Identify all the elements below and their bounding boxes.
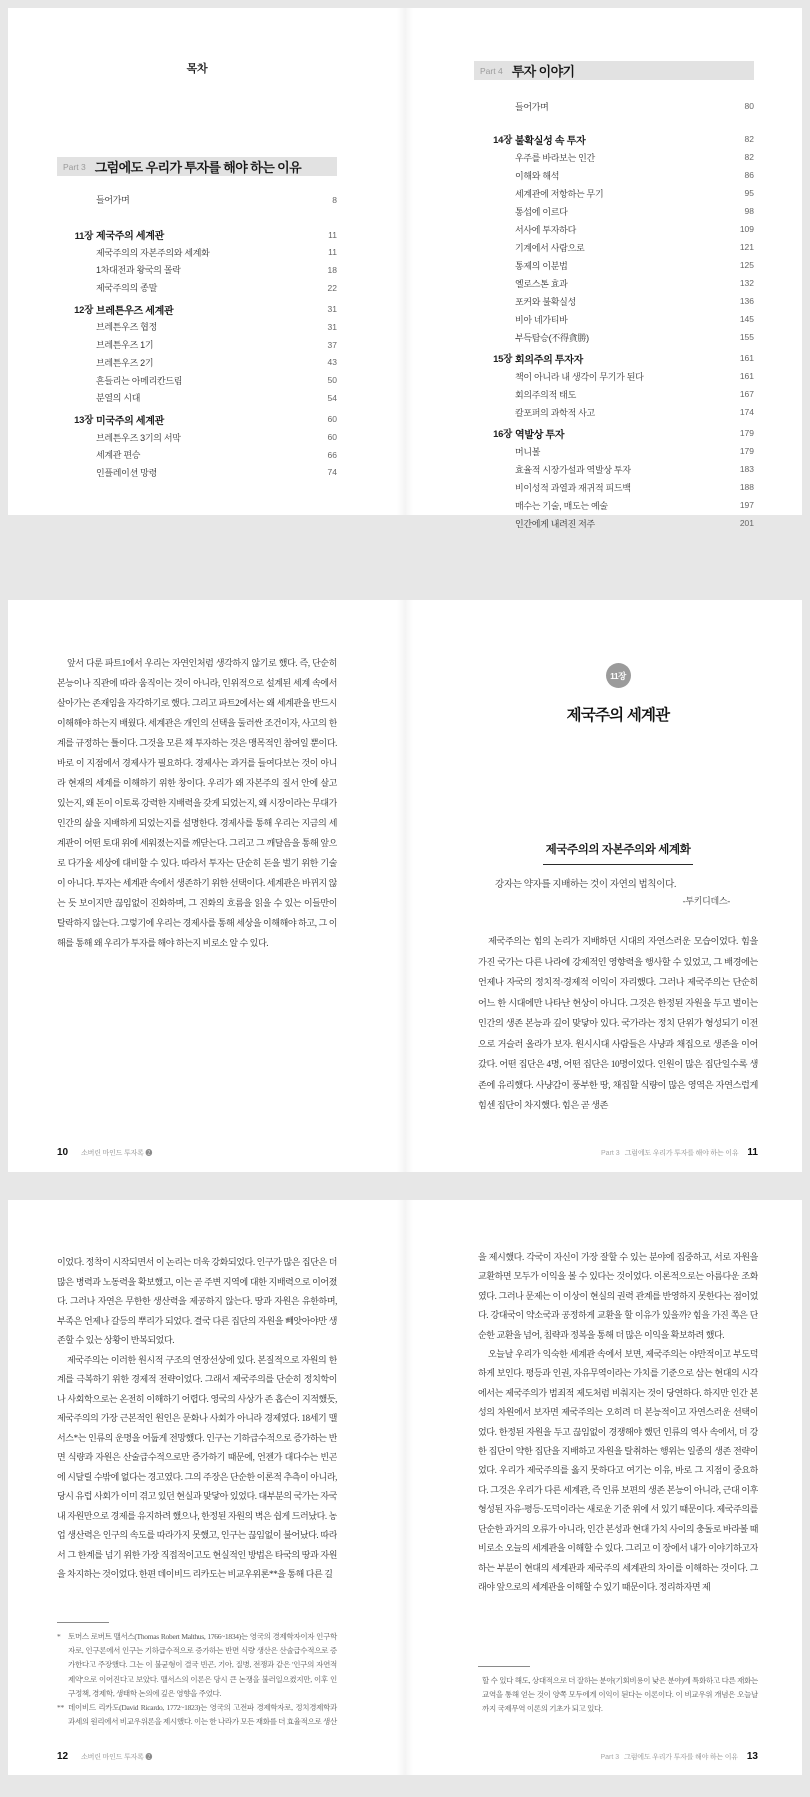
toc-entry (474, 97, 754, 115)
toc-entry (474, 256, 754, 274)
toc-entry-chapter-num: 16장 (493, 429, 512, 440)
toc-entry-page-number: 66 (327, 449, 337, 460)
toc-entry-label: 옐로스톤 효과 (515, 278, 568, 289)
toc-entry (474, 166, 754, 184)
toc-entry (474, 310, 754, 328)
footnote (482, 1674, 758, 1717)
toc-entry-page-number: 11 (328, 247, 337, 258)
epigraph-quote: 강자는 약자를 지배하는 것이 자연의 법칙이다. (495, 880, 677, 890)
toc-entry (474, 403, 754, 421)
toc-entry-label: 제국주의의 자본주의와 세계화 (96, 247, 210, 258)
page-10-footer (57, 1147, 152, 1158)
chapter-title: 제국주의 세계관 (566, 707, 670, 724)
toc-entry-page-number: 145 (739, 314, 754, 324)
footer-part-title: 그럼에도 우리가 투자를 해야 하는 이유 (624, 1150, 739, 1157)
toc-entry-page-number: 197 (739, 500, 754, 510)
chapter-number-badge: 11장 (606, 663, 631, 688)
page-11-body-text (478, 931, 758, 1121)
pages-12-13-spread (8, 1200, 802, 1775)
toc-entry-page-number: 179 (739, 446, 754, 456)
toc-list-part4 (474, 97, 754, 532)
toc-entry-label: 매수는 기술, 매도는 예술 (515, 500, 608, 511)
toc-entry-label: 미국주의 세계관 (96, 415, 164, 427)
toc-entry-label: 들어가며 (96, 195, 130, 206)
toc-entry-label: 부득탐승(不得貪勝) (515, 332, 589, 343)
toc-list-part3 (57, 191, 337, 481)
toc-entry (57, 226, 337, 244)
body-paragraph: 앞서 다룬 파트1에서 우리는 자연인처럼 생각하지 않기로 했다. 즉, 단순히 본능이나 직관에 따라 움직이는 것이 아니라, 인위적으로 설계된 세계 속에서 살아가는 존재임을 자각하기로 했다. 그리고 파트2에서는 왜 세계관을 반드시 이해해야 하는지 배웠다. 세계관은 개인의 선택을 둘러싼 조건이자, 사고의 한계를 규정하는 틀이다. 그것을 모른 채 투자하는 것은 맹목적인 참여일 뿐이다. 바로 이 지점에서 경제사가 필요하다. 경제사는 과거를 들여다보는 것이 아니라 현재의 세계를 이해하기 위한 창이다. 우리가 왜 자본주의 질서 안에 살고 있는지, 왜 돈이 이토록 강력한 지배력을 갖게 되었는지, 왜 시장이라는 무대가 인간의 삶을 지배하게 되었는지를 설명한다. 경제사를 통해 우리는 지금의 세계관이 어떤 토대 위에 세워졌는지를 깨닫는다. 그리고 그 깨달음을 통해 앞으로 다가올 세상에 대비할 수 있다. 따라서 투자는 단순히 돈을 벌기 위한 기술이 아니다. 투자는 세계관 속에서 생존하기 위한 선택이다. 세계관은 바뀌지 않는 듯 보이지만 끊임없이 진화하며, 그 진화의 흐름을 읽을 수 있는 이들만이 탈락하지 않는다. 그렇기에 우리는 경제사를 통해 세상을 이해해야 하고, 그 이해를 통해 왜 우리가 투자를 해야 하는지 비로소 알 수 있다. (57, 658, 337, 948)
toc-entry-label: 통제의 이분법 (515, 260, 568, 271)
toc-entry-label: 불확실성 속 투자 (515, 135, 586, 147)
page-12-body-text (57, 1253, 337, 1615)
toc-entry-label: 이해와 해석 (515, 170, 560, 181)
toc-entry-label: 회의주의 투자자 (515, 354, 583, 366)
toc-entry (57, 371, 337, 389)
toc-entry-page-number: 201 (739, 518, 754, 528)
page-12-footnotes (57, 1622, 337, 1729)
page-number: 12 (57, 1751, 69, 1762)
toc-entry-label: 세계관에 저항하는 무기 (515, 188, 604, 199)
footer-part-label: Part 3 (600, 1754, 620, 1761)
toc-entry (474, 478, 754, 496)
body-paragraph: 제국주의는 힘의 논리가 지배하던 시대의 자연스러운 모습이었다. 힘을 가진 국가는 다른 나라에 강제적인 영향력을 행사할 수 있었고, 그 배경에는 언제나 자국의 정치적·경제적 이익이 자리했다. 그러나 제국주의는 단순히 어느 한 시대에만 나타난 현상이 아니다. 그것은 한정된 자원을 두고 벌이는 인간의 생존 본능과 깊이 맞닿아 있다. 국가라는 정치 단위가 형성되기 이전으로 거슬러 올라가 보자. 원시시대 사람들은 사냥과 채집으로 생존을 이어 갔다. 어떤 집단은 4명, 어떤 집단은 10명이었다. 인원이 많은 집단일수록 생존에 유리했다. 사냥감이 풍부한 땅, 채집할 식량이 많은 영역은 자연스럽게 힘센 집단이 차지했다. 힘은 곧 생존 (478, 936, 758, 1110)
toc-entry-label: 칼포퍼의 과학적 사고 (515, 407, 595, 418)
page-number: 10 (57, 1147, 69, 1158)
footnote-divider (478, 1666, 530, 1667)
toc-entry (57, 336, 337, 354)
footnote (57, 1701, 337, 1729)
toc-entry-label: 들어가며 (515, 101, 549, 112)
body-paragraph: 이었다. 정착이 시작되면서 이 논리는 더욱 강화되었다. 인구가 많은 집단은 더 많은 병력과 노동력을 확보했고, 이는 곧 주변 지역에 대한 지배력으로 이어졌다. 그러나 자연은 무한한 생산력을 제공하지 않는다. 땅과 자원은 유한하며, 부족은 언제나 갈등의 뿌리가 되었다. 결국 다른 집단의 자원을 빼앗아야만 생존할 수 있는 상황이 반복되었다. (57, 1257, 337, 1345)
toc-entry-page-number: 86 (744, 170, 754, 180)
footnote-text: 데이비드 리카도(David Ricardo, 1772~1823)는 영국의 고전파 경제학자로, 정치경제학과 과세의 원리에서 비교우위론을 제시했다. 이는 한 나라가 모든 재화를 더 효율적으로 생산 (68, 1703, 337, 1727)
body-paragraph: 을 제시했다. 각국이 자신이 가장 잘할 수 있는 분야에 집중하고, 서로 자원을 교환하면 모두가 이익을 볼 수 있다는 것이었다. 이론적으로는 아름다운 조화였다. 그러나 문제는 이 이상이 현실의 권력 관계를 반영하지 못한다는 점이었다. 강대국이 약소국과 공정하게 교환을 할 이유가 있을까? 힘을 가진 쪽은 단순한 교환을 넘어, 침략과 정복을 통해 더 많은 이익을 확보하려 했다. (478, 1252, 758, 1340)
toc-page-left (8, 8, 405, 515)
page-11 (405, 600, 802, 1172)
page-11-footer (601, 1147, 758, 1158)
toc-entry (474, 367, 754, 385)
toc-entry-label: 서사에 투자하다 (515, 224, 576, 235)
toc-entry-label: 브레튼우즈 협정 (96, 322, 157, 333)
toc-entry-page-number: 132 (739, 278, 754, 288)
toc-entry-page-number: 188 (739, 482, 754, 492)
toc-entry (474, 148, 754, 166)
toc-entry-page-number: 167 (739, 389, 754, 399)
toc-entry-label: 흔들리는 아메리칸드림 (96, 375, 183, 386)
toc-entry-label: 효율적 시장가설과 역발상 투자 (515, 464, 631, 475)
toc-entry-page-number: 136 (739, 296, 754, 306)
page-10-body-text (57, 653, 337, 967)
toc-entry-page-number: 155 (739, 332, 754, 342)
toc-entry-label: 제국주의의 종말 (96, 283, 157, 294)
toc-entry (57, 261, 337, 279)
toc-entry-page-number: 31 (327, 321, 337, 332)
toc-entry-page-number: 82 (744, 152, 754, 162)
toc-entry-label: 우주를 바라보는 인간 (515, 152, 595, 163)
toc-entry-page-number: 121 (739, 242, 754, 252)
toc-entry-label: 인간에게 내려진 저주 (515, 518, 595, 529)
page-13-body-text (478, 1248, 758, 1648)
footnote-text: 토머스 로버트 맬서스(Thomas Robert Malthus, 1766~1834)는 영국의 경제학자이자 인구학자로, 인구론에서 인구는 기하급수적으로 증가하는 반면 식량 생산은 산술급수적으로 증가한다고 주장했다. 그는 이 불균형이 결국 빈곤, 기아, 질병, 전쟁과 같은 '인구의 자연적 제약'으로 이어진다고 보았다. 맬서스의 이론은 당시 큰 논쟁을 불러일으켰지만, 이후 인구정책, 경제학, 생태학 논의에 깊은 영향을 주었다. (68, 1632, 337, 1698)
toc-entry (474, 496, 754, 514)
footer-part-label: Part 3 (601, 1150, 620, 1157)
toc-entry (474, 460, 754, 478)
toc-entry (57, 354, 337, 372)
toc-entry (57, 411, 337, 429)
toc-entry-chapter-num: 13장 (74, 415, 93, 427)
toc-entry-label: 책이 아니라 내 생각이 무기가 된다 (515, 371, 644, 382)
book-series-label: 소버린 마인드 투자록 ❷ (81, 1754, 153, 1761)
toc-entry (57, 464, 337, 482)
page-12-footer (57, 1751, 152, 1762)
toc-entry-label: 제국주의 세계관 (96, 231, 164, 243)
toc-entry-label: 비아 네가티바 (515, 314, 568, 325)
body-paragraph: 오늘날 우리가 익숙한 세계관 속에서 보면, 제국주의는 야만적이고 부도덕하게 보인다. 평등과 인권, 자유무역이라는 가치를 기준으로 삼는 현대의 시각에서는 제국주의가 범죄적 제도처럼 비춰지는 것이 당연하다. 하지만 인간 본성의 차원에서 보자면 제국주의는 오히려 더 본능적이고 자연스러운 선택이었다. 한정된 자원을 두고 끊임없이 경쟁해야 했던 인류의 역사 속에서, 더 강한 집단이 약한 집단을 지배하고 자원을 탈취하는 행위는 일종의 생존 전략이었다. 우리가 제국주의를 옳지 못하다고 여기는 이유, 바로 그 지점이 중요하다. 그것은 우리가 다른 세계관, 즉 인류 보편의 생존 본능이 아니라, 근대 이후 형성된 자유·평등·도덕이라는 새로운 기준 위에 서 있기 때문이다. 제국주의를 단순한 과거의 오류가 아니라, 인간 본성과 현대 가치 사이의 충돌로 바라볼 때 비로소 오늘의 세계관을 이해할 수 있다. 그리고 이 장에서 내가 이야기하고자 하는 부분이 현대의 세계관과 제국주의 세계관의 차이를 이해하는 것이다. 그래야 앞으로의 세계관을 이해할 수 있기 때문이다. 정리하자면 제 (478, 1349, 758, 1592)
toc-entry (57, 300, 337, 318)
toc-entry-page-number: 109 (739, 224, 754, 234)
footnote-list (57, 1630, 337, 1729)
toc-entry (474, 442, 754, 460)
toc-entry (474, 424, 754, 442)
toc-entry (474, 328, 754, 346)
footnote-list (478, 1674, 758, 1717)
page-12 (8, 1200, 405, 1775)
toc-entry (57, 318, 337, 336)
toc-heading: 목차 (186, 63, 208, 75)
toc-entry-label: 기계에서 사람으로 (515, 242, 585, 253)
toc-entry (474, 238, 754, 256)
toc-entry-page-number: 43 (327, 357, 337, 368)
toc-entry (474, 184, 754, 202)
toc-entry (474, 514, 754, 532)
toc-entry-label: 비이성적 과열과 재귀적 피드백 (515, 482, 631, 493)
epigraph (478, 876, 758, 907)
toc-entry (57, 191, 337, 209)
toc-entry-label: 브레튼우즈 3기의 서막 (96, 432, 181, 443)
footnote-text: 할 수 있다 해도, 상대적으로 더 잘하는 분야(기회비용이 낮은 분야)에 특화하고 다른 재화는 교역을 통해 얻는 것이 양쪽 모두에게 이익이 된다는 이론이다. 이 비교우위 개념은 오늘날까지 국제무역 이론의 기초가 되고 있다. (482, 1676, 758, 1714)
toc-entry-page-number: 8 (332, 194, 337, 205)
part4-label: Part 4 (480, 65, 503, 76)
toc-entry-label: 역발상 투자 (515, 429, 565, 441)
toc-entry-page-number: 98 (744, 206, 754, 216)
toc-entry-label: 브레튼우즈 1기 (96, 340, 154, 351)
part3-label: Part 3 (63, 161, 86, 172)
page-13-footer (600, 1751, 758, 1762)
toc-entry-page-number: 37 (327, 339, 337, 350)
toc-entry-label: 인플레이션 망령 (96, 467, 157, 478)
part4-header-bar (474, 61, 754, 80)
toc-entry-page-number: 54 (327, 392, 337, 403)
toc-entry-page-number: 174 (739, 407, 754, 417)
toc-entry-label: 포커와 불확실성 (515, 296, 576, 307)
toc-entry (57, 428, 337, 446)
pages-10-11-spread (8, 600, 802, 1172)
section-heading-text: 제국주의의 자본주의와 세계화 (543, 841, 694, 865)
toc-entry-page-number: 60 (327, 432, 337, 443)
book-series-label: 소버린 마인드 투자록 ❷ (81, 1150, 153, 1157)
part3-title: 그럼에도 우리가 투자를 해야 하는 이유 (94, 160, 302, 175)
toc-entry-label: 분열의 시대 (96, 393, 141, 404)
toc-entry-page-number: 22 (327, 282, 337, 293)
toc-entry-page-number: 183 (739, 464, 754, 474)
footnote-marker: * (57, 1632, 61, 1641)
toc-entry-chapter-num: 12장 (74, 305, 93, 317)
toc-entry-label: 브레튼우즈 2기 (96, 357, 154, 368)
footer-part-title: 그럼에도 우리가 투자를 해야 하는 이유 (624, 1754, 738, 1761)
part3-header-bar (57, 157, 337, 176)
toc-entry (57, 243, 337, 261)
toc-entry-page-number: 74 (327, 467, 337, 478)
toc-entry (57, 389, 337, 407)
toc-entry (474, 349, 754, 367)
toc-entry-page-number: 179 (739, 428, 754, 438)
toc-entry-page-number: 80 (744, 101, 754, 111)
toc-entry (57, 446, 337, 464)
section-heading (478, 840, 758, 865)
toc-entry (57, 279, 337, 297)
toc-page-right (405, 8, 802, 529)
toc-entry (474, 274, 754, 292)
toc-entry-chapter-num: 14장 (493, 135, 512, 146)
footnote (57, 1630, 337, 1701)
toc-entry (474, 220, 754, 238)
toc-entry-label: 머니볼 (515, 446, 541, 457)
chapter-badge-row (478, 663, 758, 688)
epigraph-author: -투키디데스- (682, 896, 730, 906)
toc-entry-chapter-num: 15장 (493, 354, 512, 365)
page-13 (405, 1200, 802, 1775)
toc-spread (8, 8, 802, 529)
toc-entry-page-number: 18 (327, 264, 337, 275)
toc-entry-chapter-num: 11장 (74, 230, 93, 242)
toc-entry-page-number: 11 (328, 229, 337, 240)
page-number: 13 (746, 1751, 758, 1762)
toc-entry-page-number: 50 (327, 375, 337, 386)
toc-entry-page-number: 161 (739, 353, 754, 363)
footnote-marker: ** (57, 1703, 64, 1713)
body-paragraph: 제국주의는 이러한 원시적 구조의 연장선상에 있다. 본질적으로 자원의 한계를 극복하기 위한 경제적 전략이었다. 그래서 제국주의를 단순히 정치학이나 사회학으로는 온전히 이해하기 어렵다. 영국의 사상가 존 홉슨이 지적했듯, 제국주의의 가장 근본적인 원인은 문화나 사회가 아니라 경제였다. 18세기 맬서스*는 인류의 운명을 어둡게 전망했다. 인구는 기하급수적으로 증가하는 반면 식량과 자원은 산술급수적으로만 증가하기 때문에, 언젠가 대다수는 빈곤에 시달릴 수밖에 없다는 경고였다. 그의 주장은 단순한 이론적 추측이 아니라, 당시 유럽 사회가 이미 겪고 있던 현실과 맞닿아 있었다. 대부분의 국가는 자국 내 자원만으로 경제를 유지하려 했으나, 한정된 자원의 벽은 쉽게 드러났다. 농업 생산력은 인구의 속도를 따라가지 못했고, 인구는 끊임없이 불어났다. 따라서 그 한계를 넘기 위한 가장 직접적이고도 현실적인 방법은 타국의 땅과 자원을 차지하는 것이었다. 한편 데이비드 리카도는 비교우위론**을 통해 다른 길 (57, 1354, 337, 1579)
toc-entry-label: 1차대전과 왕국의 몰락 (96, 265, 181, 276)
toc-entry-label: 세계관 편승 (96, 450, 141, 461)
toc-entry-page-number: 31 (327, 304, 337, 315)
toc-entry-label: 통섭에 이르다 (515, 206, 568, 217)
toc-entry-page-number: 95 (744, 188, 754, 198)
footnote-divider (57, 1622, 109, 1623)
part4-title: 투자 이야기 (511, 64, 575, 79)
toc-entry-page-number: 82 (744, 134, 754, 144)
page-13-footnotes (478, 1666, 758, 1717)
toc-entry-label: 브레튼우즈 세계관 (96, 305, 174, 317)
toc-entry-label: 회의주의적 태도 (515, 389, 576, 400)
toc-entry (474, 130, 754, 148)
toc-entry (474, 202, 754, 220)
page-number: 11 (747, 1147, 758, 1158)
toc-entry-page-number: 161 (739, 371, 754, 381)
toc-entry-page-number: 125 (739, 260, 754, 270)
page-10 (8, 600, 405, 1172)
toc-entry-page-number: 60 (327, 414, 337, 425)
toc-entry (474, 385, 754, 403)
toc-entry (474, 292, 754, 310)
